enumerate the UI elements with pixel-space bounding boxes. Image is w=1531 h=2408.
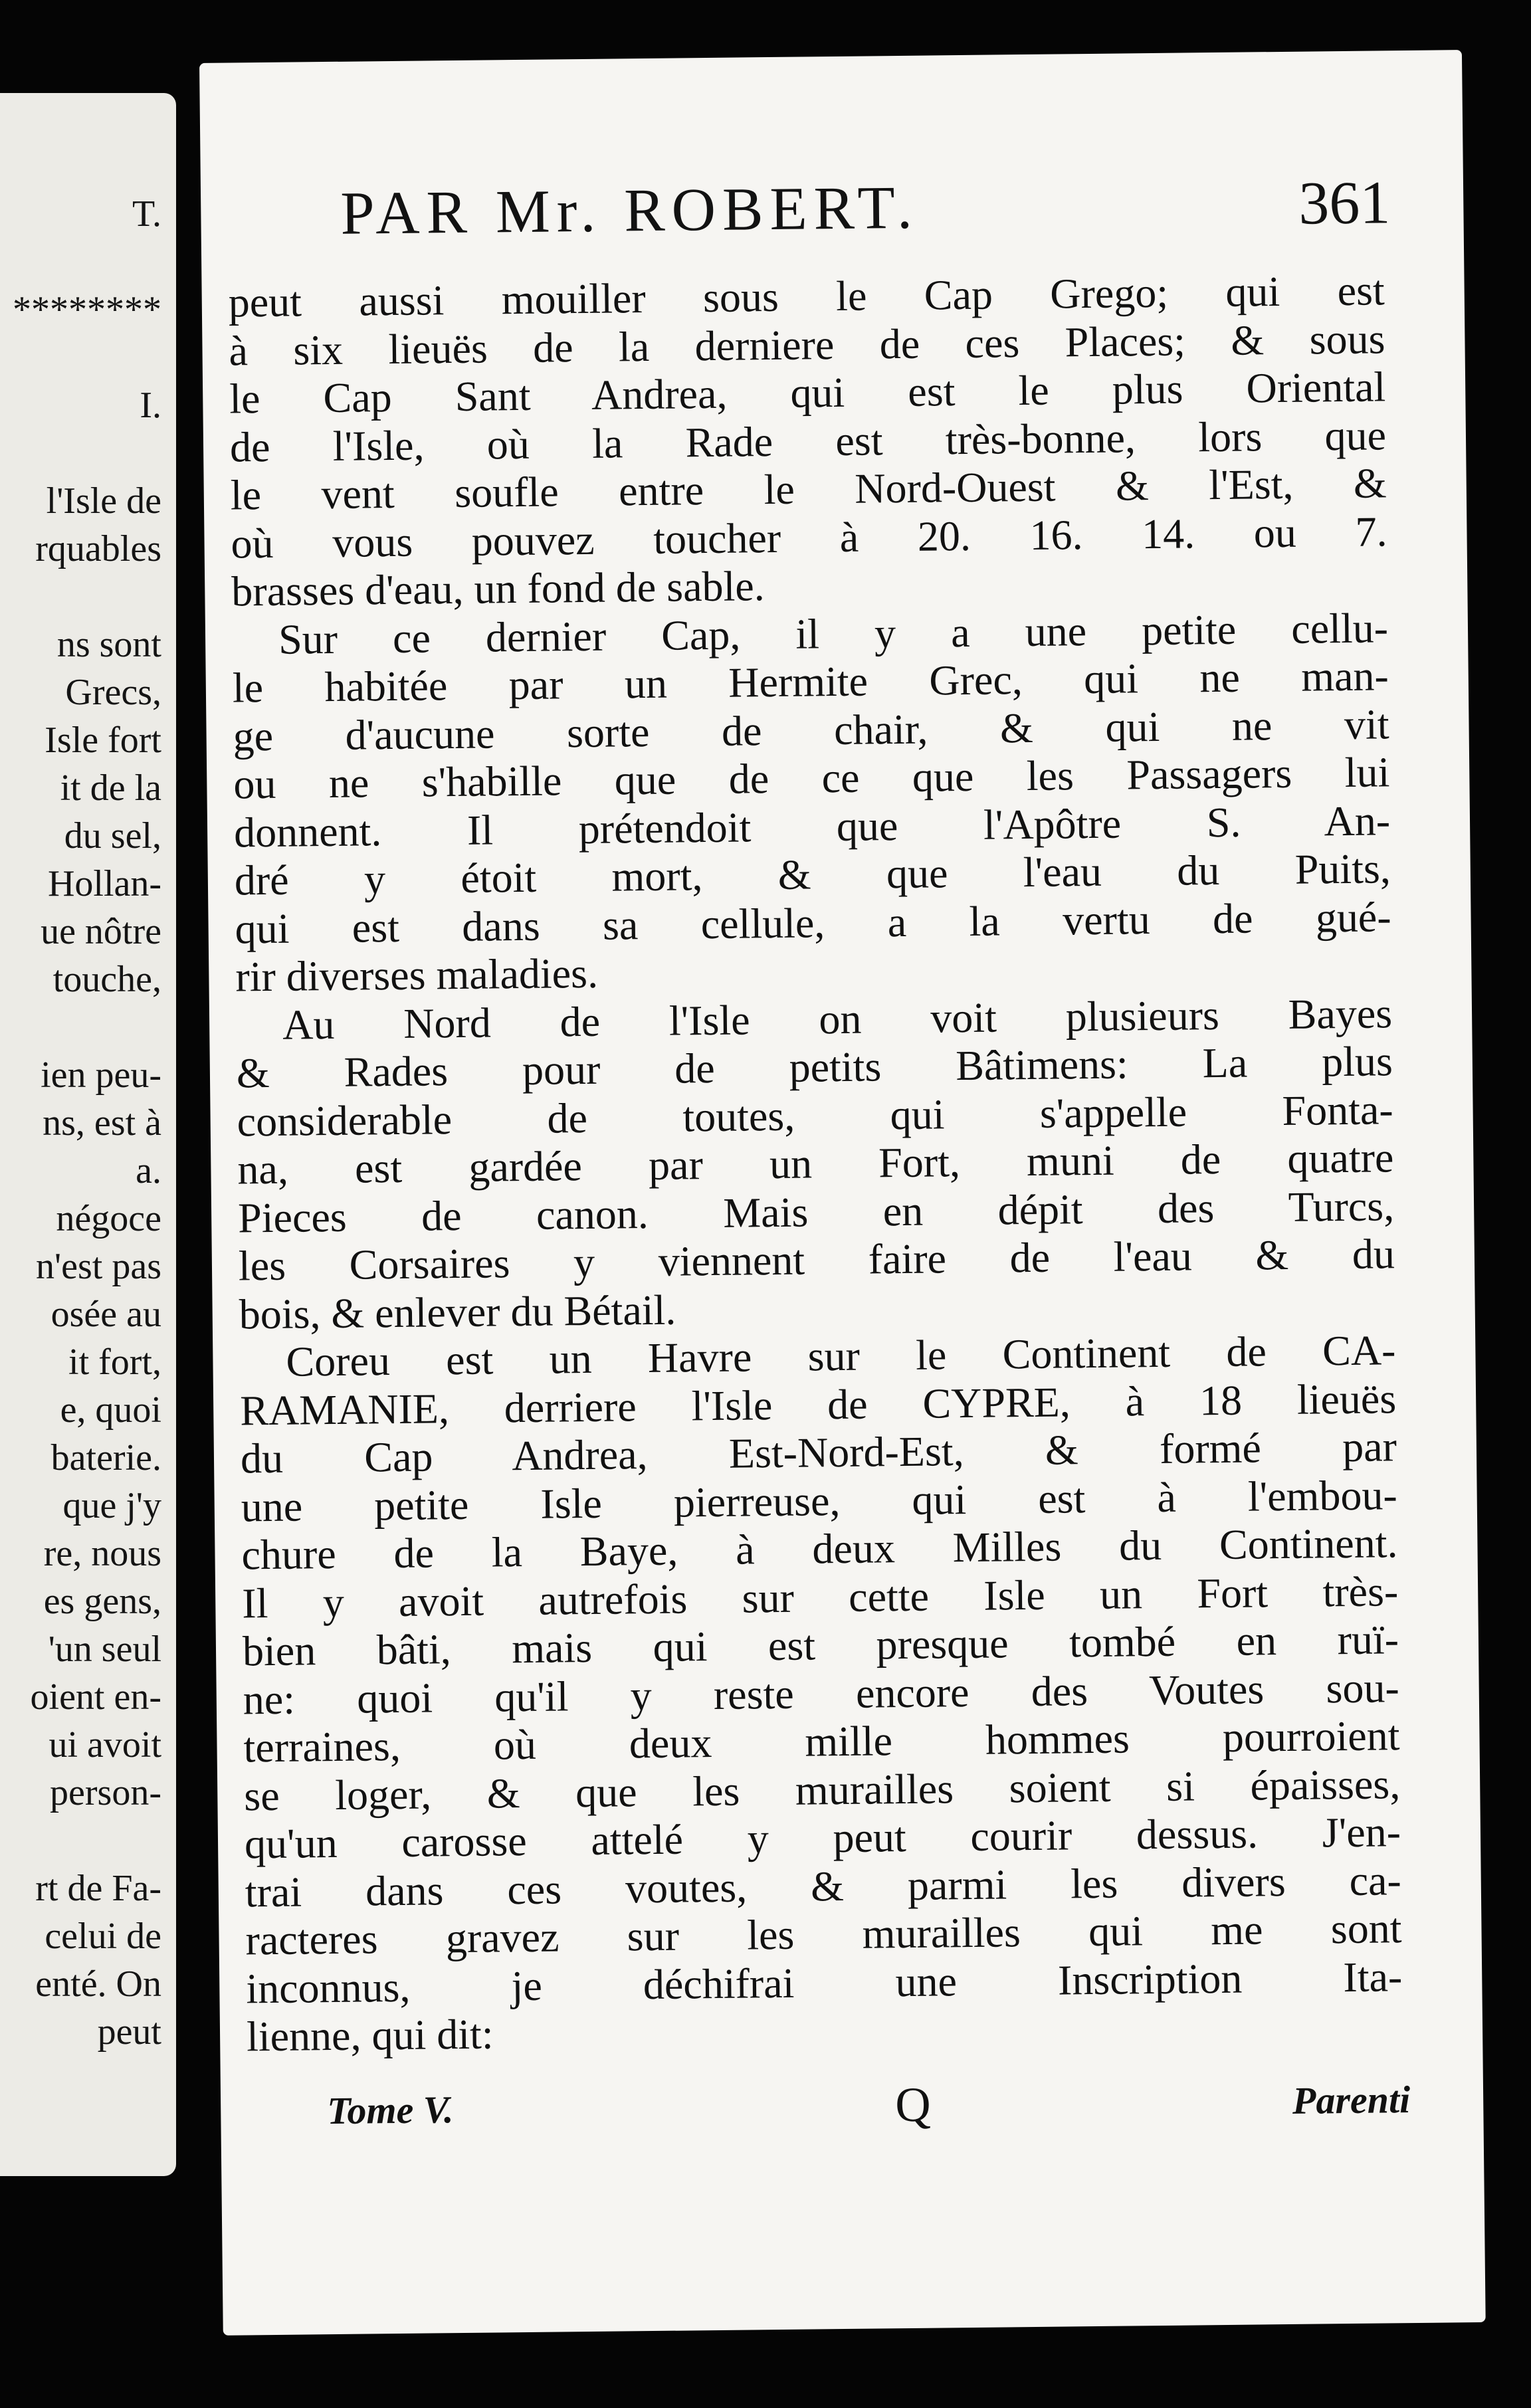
- left-page-fragment: re, nous: [43, 1533, 161, 1574]
- left-page-fragment: person-: [50, 1772, 161, 1813]
- left-page-fragment: it fort,: [68, 1342, 161, 1383]
- text-line: ge d'aucune sorte de chair, & qui ne vit: [233, 700, 1389, 760]
- text-line: qu'un carosse attelé y peut courir dessus. J'en-: [244, 1808, 1401, 1868]
- left-page-fragment: rt de Fa-: [35, 1868, 161, 1909]
- text-line: où vous pouvez toucher à 20. 16. 14. ou 7.: [231, 507, 1387, 567]
- left-page-fragment: l'Isle de: [46, 480, 161, 522]
- left-page-fragment: ns, est à: [43, 1102, 161, 1144]
- left-page-fragment: ********: [13, 289, 161, 330]
- text-line: chure de la Baye, à deux Milles du Continent.: [241, 1519, 1398, 1579]
- text-line: le Cap Sant Andrea, qui est le plus Oriental: [229, 363, 1386, 423]
- left-page-fragment: rquables: [35, 528, 161, 569]
- left-page-fragment: que j'y: [62, 1485, 161, 1526]
- text-line: & Rades pour de petits Bâtimens: La plus: [236, 1037, 1393, 1097]
- text-line: dré y étoit mort, & que l'eau du Puits,: [234, 845, 1391, 904]
- text-line: considerable de toutes, qui s'appelle Fonta-: [237, 1085, 1393, 1145]
- text-line: lienne, qui dit:: [246, 2010, 494, 2060]
- body-text: [228, 266, 1403, 2061]
- left-page-fragment: oient en-: [30, 1676, 161, 1718]
- text-line: donnent. Il prétendoit que l'Apôtre S. An-: [233, 796, 1391, 856]
- text-line: Coreu est un Havre sur le Continent de CA-: [286, 1326, 1396, 1385]
- left-page-fragment: baterie.: [51, 1437, 161, 1478]
- text-line: terraines, où deux mille hommes pourroient: [243, 1712, 1400, 1771]
- left-page-fragment: a.: [136, 1150, 161, 1191]
- text-line: du Cap Andrea, Est-Nord-Est, & formé par: [240, 1423, 1397, 1482]
- text-line: le vent soufle entre le Nord-Ouest & l'Est, &: [230, 459, 1387, 519]
- left-page-fragment: ui avoit: [49, 1724, 161, 1765]
- left-page-fragment: du sel,: [64, 815, 161, 856]
- text-line: les Corsaires y viennent faire de l'eau & du: [238, 1230, 1395, 1290]
- text-line: Au Nord de l'Isle on voit plusieurs Bayes: [282, 989, 1393, 1049]
- left-page-fragment: touche,: [52, 959, 161, 1000]
- running-head: PAR Mr. ROBERT.: [340, 173, 920, 247]
- left-page-fragment: n'est pas: [36, 1246, 161, 1287]
- left-page-fragment: peut: [97, 2011, 161, 2053]
- left-page-edge: [0, 93, 176, 2176]
- text-line: bien bâti, mais qui est presque tombé en ruï-: [242, 1615, 1399, 1675]
- left-page-fragment: osée au: [51, 1294, 161, 1335]
- text-line: bois, & enlever du Bétail.: [239, 1286, 676, 1338]
- page-header: [201, 166, 1464, 252]
- text-line: une petite Isle pierreuse, qui est à l'embou-: [241, 1470, 1398, 1530]
- left-page-fragment: enté. On: [35, 1963, 161, 2005]
- left-page-fragment: ien peu-: [41, 1054, 161, 1096]
- left-page-fragment: celui de: [45, 1916, 161, 1957]
- text-line: peut aussi mouiller sous le Cap Grego; qui est: [228, 266, 1385, 326]
- text-line: le habitée par un Hermite Grec, qui ne man-: [232, 652, 1389, 712]
- catchword: Parenti: [1292, 2078, 1411, 2122]
- left-page-fragment: Grecs,: [65, 672, 161, 713]
- left-page-fragment: es gens,: [43, 1581, 161, 1622]
- left-page-fragment: 'un seul: [48, 1629, 161, 1670]
- text-line: inconnus, je déchifrai une Inscription Ita-: [245, 1952, 1403, 2012]
- text-line: se loger, & que les murailles soient si épaisses,: [243, 1759, 1401, 1819]
- text-line: na, est gardée par un Fort, muni de quatre: [237, 1134, 1394, 1193]
- text-line: qui est dans sa cellule, a la vertu de gué-: [235, 892, 1391, 953]
- signature-mark: Q: [894, 2077, 932, 2133]
- text-line: rir diverses maladies.: [235, 949, 599, 1001]
- left-page-fragment: négoce: [56, 1198, 161, 1239]
- text-line: trai dans ces voutes, & parmi les divers ca-: [245, 1856, 1402, 1916]
- text-line: ou ne s'habille que de ce que les Passagers lui: [233, 748, 1390, 808]
- left-page-fragment: Isle fort: [45, 720, 161, 761]
- text-line: Il y avoit autrefois sur cette Isle un Fort très-: [241, 1567, 1399, 1627]
- volume-label: Tome V.: [326, 2088, 454, 2133]
- text-line: de l'Isle, où la Rade est très-bonne, lors que: [229, 411, 1387, 471]
- text-line: Pieces de canon. Mais en dépit des Turcs,: [237, 1181, 1395, 1241]
- page-footer: [221, 2076, 1484, 2150]
- text-line: ne: quoi qu'il y reste encore des Voutes sou-: [243, 1663, 1400, 1723]
- text-line: Sur ce dernier Cap, il y a une petite cellu-: [278, 603, 1389, 663]
- left-page-fragment: ns sont: [56, 624, 161, 665]
- left-page-fragment: ue nôtre: [41, 911, 161, 952]
- text-line: RAMANIE, derriere l'Isle de CYPRE, à 18 lieuës: [239, 1374, 1397, 1434]
- text-line: à six lieuës de la derniere de ces Places; & sous: [229, 314, 1385, 375]
- left-page-fragment: e, quoi: [60, 1389, 161, 1431]
- page-number: 361: [1298, 168, 1391, 237]
- left-page-fragment: I.: [140, 385, 161, 426]
- left-page-fragment: it de la: [60, 767, 161, 809]
- text-line: brasses d'eau, un fond de sable.: [231, 562, 766, 615]
- right-page: [199, 50, 1486, 2336]
- text-line: racteres gravez sur les murailles qui me sont: [245, 1904, 1402, 1964]
- left-page-fragment: T.: [132, 193, 161, 235]
- left-page-fragment: Hollan-: [47, 863, 161, 904]
